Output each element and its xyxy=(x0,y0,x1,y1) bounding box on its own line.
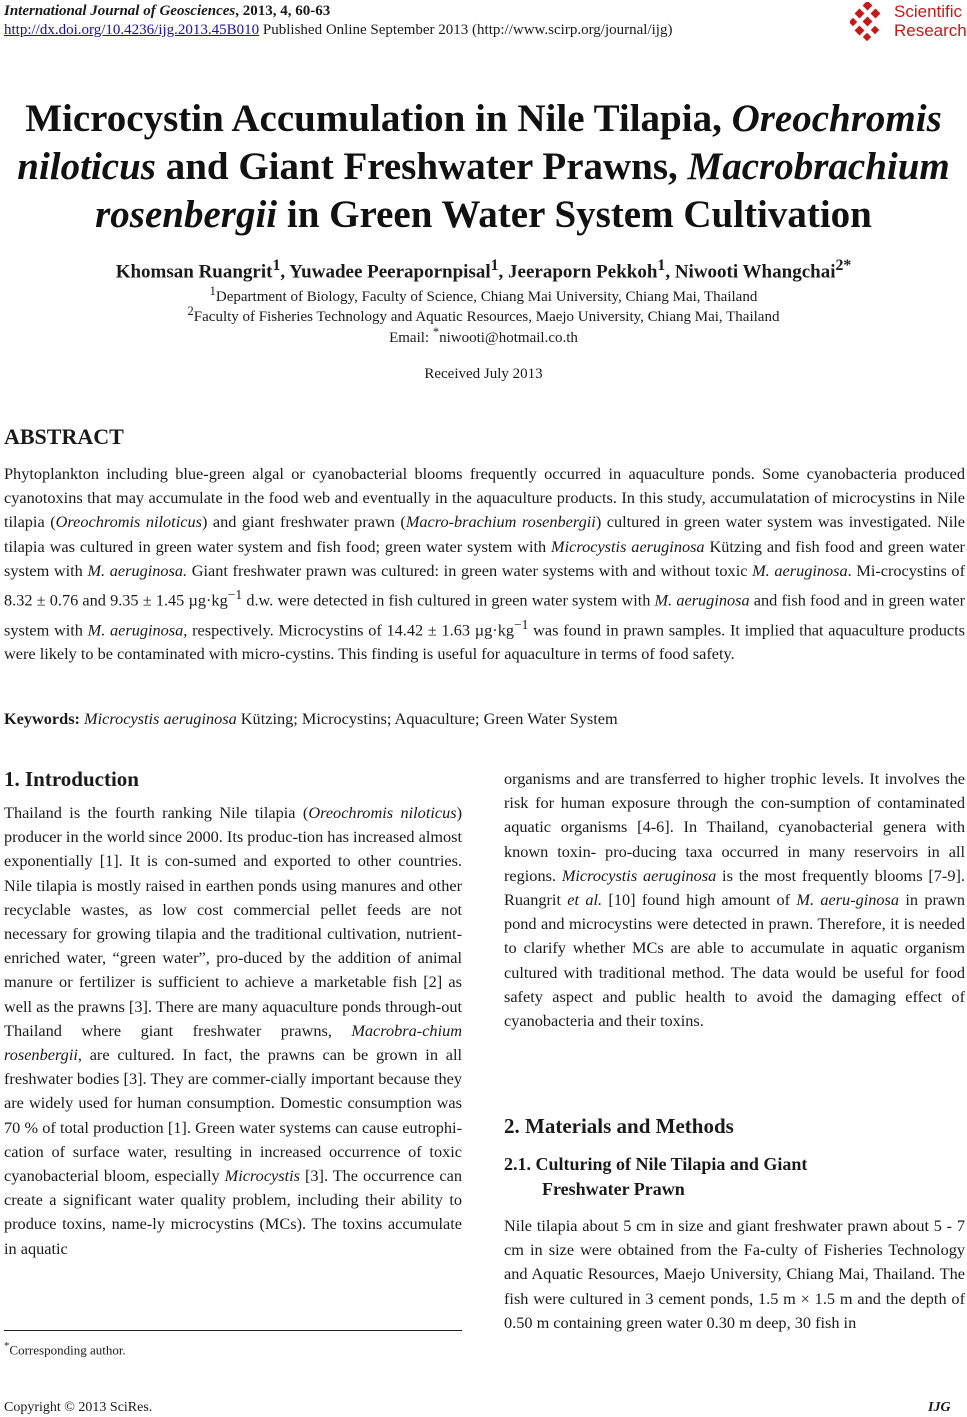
keywords xyxy=(4,709,965,729)
logo-mark-icon xyxy=(850,2,890,42)
email-address[interactable]: niwooti@hotmail.co.th xyxy=(439,330,578,346)
title-part: Microcystin Accumulation in Nile Tilapia, xyxy=(25,97,732,140)
author-list xyxy=(0,257,967,283)
keyword: Microcystis aeruginosa xyxy=(79,709,237,728)
title-part: rosenbergii xyxy=(95,193,278,236)
abstract-heading: ABSTRACT xyxy=(4,424,124,449)
corresponding-mark: * xyxy=(432,325,440,339)
title-part: and Giant Freshwater Prawns, xyxy=(155,145,688,188)
logo-text xyxy=(894,2,967,40)
affiliation-1 xyxy=(0,284,967,306)
author-name: , Niwooti Whangchai xyxy=(665,261,836,283)
keyword-list: Kützing; Microcystins; Aquaculture; Green Water System xyxy=(236,709,618,728)
author-name: , Yuwadee Peerapornpisal xyxy=(280,261,491,283)
journal-volume: , 2013, 4, 60-63 xyxy=(235,3,331,19)
footnote xyxy=(4,1340,126,1358)
affil-mark: 2 xyxy=(187,304,194,318)
author-name: , Jeeraporn Pekkoh xyxy=(498,261,658,283)
journal-abbreviation: IJG xyxy=(928,1400,951,1415)
keywords-label: Keywords: xyxy=(4,709,80,728)
abstract-text: Phytoplankton including blue-green algal or cyanobacterial blooms frequently occurred in aquaculture ponds. Some cyanobacteria produced cyanotoxins that may accumulate in the food web and eventually in the aquaculture products. In this study, accumulatation of microcystins in Nile tilapia (Oreochromis niloticus) and giant freshwater prawn (Macro-brachium rosenbergii) cultured in green water system was investigated. Nile tilapia was cultured in green water system and fish food; green water system with Microcystis aeruginosa Kützing and fish food and green water system with M. aeruginosa. Giant freshwater prawn was cultured: in green water systems with and without toxic M. aeruginosa. Mi-crocystins of 8.32 ± 0.76 and 9.35 ± 1.45 $\mu g\cdot kg^{-1}$ d.w. were detected in fish cultured in green water system with M. aeruginosa and fish food and in green water system with M. aeruginosa, respectively. Microcystins of 14.42 ± 1.63 $\mu g\cdot kg^{-1}$ was found in prawn samples. It implied that aquaculture products were likely to be contaminated with micro-cystins. This finding is useful for aquaculture in terms of food safety. xyxy=(4,464,966,664)
affil-text: Faculty of Fisheries Technology and Aquatic Resources, Maejo University, Chiang Mai, Thailand xyxy=(193,309,780,325)
email-line xyxy=(0,325,967,347)
title-part: Oreochromis xyxy=(731,97,942,140)
affil-text: Department of Biology, Faculty of Science, Chiang Mai University, Chiang Mai, Thailand xyxy=(215,289,758,305)
received-date: Received July 2013 xyxy=(424,366,543,382)
author-affil-mark: 1 xyxy=(657,257,666,274)
title-part: in Green Water System Cultivation xyxy=(277,193,872,236)
section-heading-introduction: 1. Introduction xyxy=(4,767,139,791)
doi-link[interactable]: http://dx.doi.org/10.4236/ijg.2013.45B010 xyxy=(4,22,260,38)
journal-citation xyxy=(4,3,330,20)
introduction-continued: organisms and are transferred to higher trophic levels. It involves the risk for human exposure through the con-sumption of contaminated aquatic organisms [4-6]. In Thailand, cyanobacterial genera with known toxin- pro-ducing taxa occurred in many reservoirs in all regions. Microcystis aeruginosa is the most frequently blooms [7-9]. Ruangrit et al. [10] found high amount of M. aeru-ginosa in prawn pond and microcystins were detected in prawn. Therefore, it is needed to clarify whether MCs are able to accumulate in aquatic organism cultured with traditional method. The data would be useful for food safety aspect and public health to avoid the damaging effect of cyanobacteria and their toxins. xyxy=(504,769,966,1031)
subsection-heading: 2.1. Culturing of Nile Tilapia and Giant xyxy=(504,1154,808,1174)
footnote-mark: * xyxy=(4,1340,10,1352)
logo-line-scientific: Scientific xyxy=(894,2,963,21)
email-label: Email: xyxy=(389,330,433,346)
section-heading-methods: 2. Materials and Methods xyxy=(504,1114,734,1138)
introduction-text: Thailand is the fourth ranking Nile tilapia (Oreochromis niloticus) producer in the world since 2000. Its produc-tion has increased almost exponentially [1]. It is con-sumed and exported to other countries. Nile tilapia is mostly raised in earthen ponds using manures and other recyclable wastes, as low cost commercial pellet feeds are not necessary for growing tilapia and the traditional cultivation, nutrient-enriched water, “green water”, pro-duced by the addition of animal manure or fertilizer is sufficient to achieve a marketable fish [2] as well as the prawns [3]. There are many aquaculture ponds through-out Thailand where giant freshwater prawns, Macrobra-chium rosenbergii, are cultured. In fact, the prawns can be grown in all freshwater bodies [3]. They are commer-cially important because they are widely used for human consumption. Domestic consumption was 70 % of total production [1]. Green water systems can cause eutrophi-cation of surface water, resulting in increased occurrence of toxic cyanobacterial bloom, especially Microcystis [3]. The occurrence can create a significant water quality problem, including their ability to produce toxins, name-ly microcystins (MCs). The toxins accumulate in aquatic xyxy=(4,803,463,1258)
publication-line xyxy=(4,22,672,39)
methods-text: Nile tilapia about 5 cm in size and giant freshwater prawn about 5 - 7 cm in size were obtained from the Fa-culty of Fisheries Technology and Aquatic Resources, Maejo University, Chiang Mai, Thailand. The fish were cultured in 3 cement ponds, 1.5 m × 1.5 m and the depth of 0.50 m containing green water 0.30 m deep, 30 fish in xyxy=(504,1216,965,1332)
author-affil-mark: 2* xyxy=(835,257,852,274)
affiliation-2 xyxy=(0,304,967,326)
affil-mark: 1 xyxy=(209,284,216,298)
published-online: Published Online September 2013 (http://www.scirp.org/journal/ijg) xyxy=(259,22,673,38)
subsection-heading-cont: Freshwater Prawn xyxy=(542,1179,685,1199)
copyright: Copyright © 2013 SciRes. xyxy=(4,1400,153,1415)
author-affil-mark: 1 xyxy=(272,257,281,274)
journal-name: International Journal of Geosciences xyxy=(4,3,236,19)
footnote-text: Corresponding author. xyxy=(9,1342,126,1358)
publisher-logo xyxy=(850,2,965,42)
footnote-divider xyxy=(4,1330,462,1331)
author-affil-mark: 1 xyxy=(490,257,499,274)
title-part: Macrobrachium xyxy=(687,145,950,188)
title-part: niloticus xyxy=(17,145,156,188)
author-name: Khomsan Ruangrit xyxy=(115,261,273,283)
paper-title xyxy=(0,95,967,239)
logo-line-research: Research xyxy=(894,21,967,40)
